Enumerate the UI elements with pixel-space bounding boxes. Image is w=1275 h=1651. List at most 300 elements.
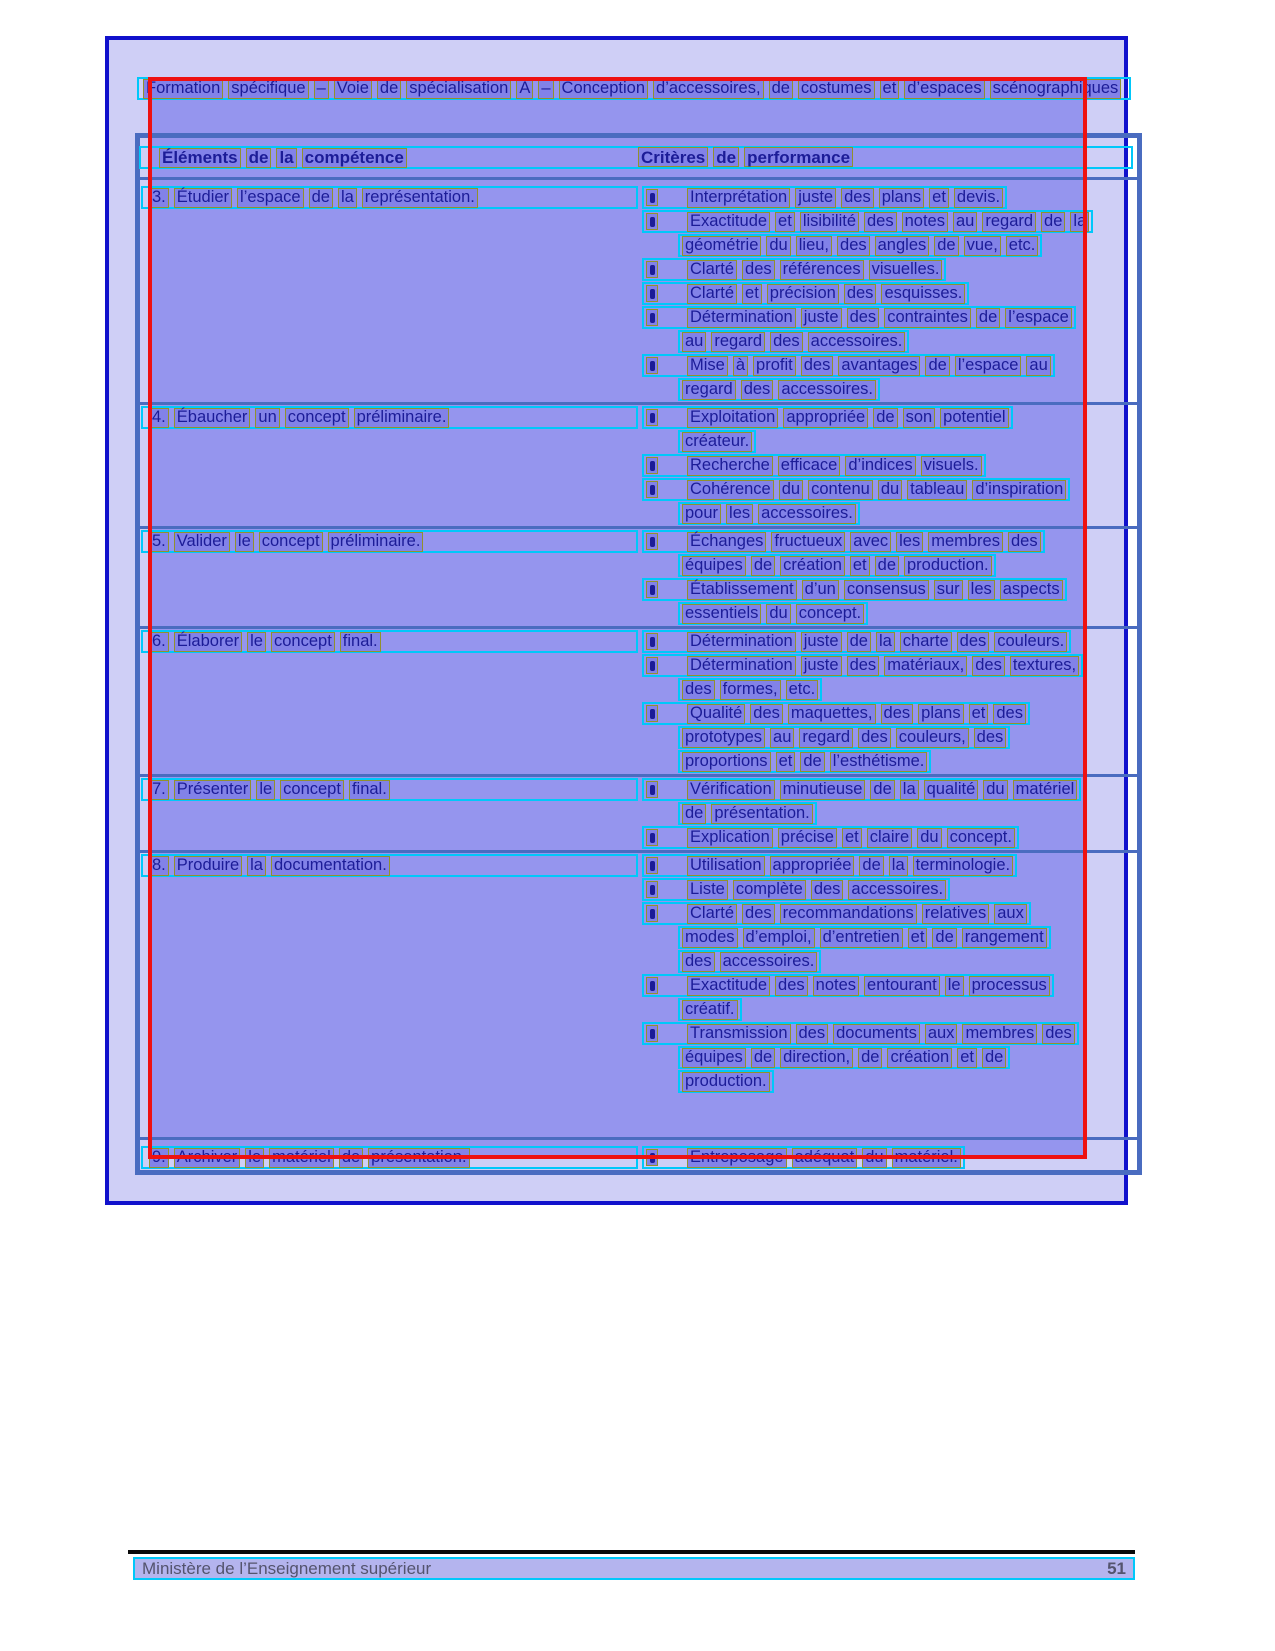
word-box: angles xyxy=(875,236,930,256)
bullet-icon xyxy=(646,705,658,722)
word-box: production. xyxy=(682,1072,770,1092)
word-box: à xyxy=(733,356,748,376)
bullet-line xyxy=(642,878,950,901)
word-box: préliminaire. xyxy=(354,408,450,428)
word-box: – xyxy=(538,79,553,99)
bullet-glyph xyxy=(650,361,655,371)
word-box: contraintes xyxy=(884,308,971,328)
word-box: accessoires. xyxy=(808,332,906,352)
word-box: contenu xyxy=(808,480,873,500)
title-line xyxy=(141,854,638,877)
word-box: lieu, xyxy=(796,236,832,256)
word-box: l’espace xyxy=(1005,308,1072,328)
word-box: présentation. xyxy=(711,804,812,824)
word-box: recommandations xyxy=(780,904,917,924)
word-box: représentation. xyxy=(362,188,478,208)
row-number: 6. xyxy=(149,632,169,652)
word-box: profit xyxy=(753,356,796,376)
word-box: regard xyxy=(982,212,1036,232)
word-box: des xyxy=(858,728,891,748)
word-box: entourant xyxy=(864,976,940,996)
word-box: Clarté xyxy=(687,260,737,280)
word-box: des xyxy=(801,356,834,376)
wrapped-line xyxy=(678,602,868,625)
title-line xyxy=(141,186,638,209)
word-box: aux xyxy=(925,1024,958,1044)
word-box: les xyxy=(726,504,753,524)
wrapped-line xyxy=(678,502,860,525)
word-box: des xyxy=(847,656,880,676)
word-box: qualité xyxy=(924,780,979,800)
word-box: des xyxy=(864,212,897,232)
word-box: la xyxy=(247,856,266,876)
word-box: Archiver xyxy=(174,1148,241,1168)
bullet-icon xyxy=(646,309,658,326)
word-box: avec xyxy=(850,532,891,552)
word-box: la xyxy=(338,188,357,208)
col2-header xyxy=(638,147,853,167)
bullet-line xyxy=(642,1022,1079,1045)
word-box: de xyxy=(847,632,871,652)
wrapped-line xyxy=(678,998,742,1021)
row-separator xyxy=(140,177,1137,180)
bullet-line xyxy=(642,974,1054,997)
bullet-icon xyxy=(646,213,658,230)
word-box: du xyxy=(766,604,790,624)
row-separator xyxy=(140,626,1137,629)
word-box: costumes xyxy=(798,79,875,99)
bullet-glyph xyxy=(650,485,655,495)
word-box: au xyxy=(1026,356,1050,376)
word-box: notes xyxy=(813,976,859,996)
word-box: de xyxy=(246,148,272,168)
header-words xyxy=(143,79,1121,99)
word-box: créatif. xyxy=(682,1000,738,1020)
word-box: production. xyxy=(904,556,992,576)
word-box: concept. xyxy=(796,604,864,624)
word-box: de xyxy=(873,408,897,428)
word-box: des xyxy=(972,656,1005,676)
bullet-line xyxy=(642,1146,965,1169)
word-box: créateur. xyxy=(682,432,752,452)
bullet-glyph xyxy=(650,861,655,871)
wrapped-line xyxy=(678,1070,774,1093)
word-box: Conception xyxy=(559,79,648,99)
word-box: et xyxy=(908,928,928,948)
bullet-icon xyxy=(646,1149,658,1166)
wrapped-line xyxy=(678,926,1051,949)
row-number: 3. xyxy=(149,188,169,208)
word-box: – xyxy=(314,79,329,99)
bullet-icon xyxy=(646,977,658,994)
word-box: des xyxy=(682,680,715,700)
row-separator xyxy=(140,402,1137,405)
word-box: références xyxy=(780,260,864,280)
bullet-glyph xyxy=(650,709,655,719)
row-separator xyxy=(140,1137,1137,1140)
word-box: d’indices xyxy=(845,456,915,476)
bullet-icon xyxy=(646,781,658,798)
bullet-line xyxy=(642,210,1093,233)
word-box: maquettes, xyxy=(788,704,876,724)
bullet-line xyxy=(642,854,1017,877)
word-box: d’inspiration xyxy=(972,480,1066,500)
word-box: au xyxy=(953,212,977,232)
word-box: de xyxy=(858,1048,882,1068)
bullet-glyph xyxy=(650,833,655,843)
bullet-line xyxy=(642,578,1067,601)
word-box: documentation. xyxy=(271,856,390,876)
word-box: de xyxy=(870,780,894,800)
word-box: de xyxy=(713,147,739,167)
wrapped-line xyxy=(678,950,821,973)
row-separator xyxy=(140,526,1137,529)
word-box: Formation xyxy=(143,79,223,99)
page-number: 51 xyxy=(1107,1558,1126,1578)
word-box: des xyxy=(881,704,914,724)
word-box: Utilisation xyxy=(687,856,765,876)
word-box: scénographiques xyxy=(990,79,1122,99)
word-box: des xyxy=(741,380,774,400)
word-box: des xyxy=(750,704,783,724)
bullet-glyph xyxy=(650,785,655,795)
word-box: matériaux, xyxy=(884,656,967,676)
bullet-glyph xyxy=(650,637,655,647)
word-box: des xyxy=(957,632,990,652)
footer-ministry-text: Ministère de l’Enseignement supérieur xyxy=(142,1558,432,1578)
word-box: de xyxy=(976,308,1000,328)
word-box: de xyxy=(932,928,956,948)
bullet-line xyxy=(642,282,969,305)
word-box: lisibilité xyxy=(800,212,859,232)
wrapped-line xyxy=(678,1046,1010,1069)
bullet-icon xyxy=(646,581,658,598)
word-box: Échanges xyxy=(687,532,766,552)
word-box: d’accessoires, xyxy=(653,79,764,99)
word-box: des xyxy=(742,260,775,280)
word-box: présentation. xyxy=(368,1148,469,1168)
word-box: les xyxy=(896,532,923,552)
word-box: Transmission xyxy=(687,1024,791,1044)
bullet-line xyxy=(642,826,1019,849)
wrapped-line xyxy=(678,554,996,577)
word-box: fructueux xyxy=(771,532,845,552)
word-box: Valider xyxy=(174,532,230,552)
word-box: Présenter xyxy=(174,780,252,800)
word-box: un xyxy=(255,408,279,428)
word-box: et xyxy=(742,284,762,304)
word-box: l’espace xyxy=(955,356,1022,376)
bullet-glyph xyxy=(650,193,655,203)
word-box: de xyxy=(934,236,958,256)
bullet-glyph xyxy=(650,981,655,991)
bullet-icon xyxy=(646,481,658,498)
word-box: le xyxy=(945,976,964,996)
word-box: au xyxy=(770,728,794,748)
word-box: etc. xyxy=(1006,236,1039,256)
bullet-icon xyxy=(646,533,658,550)
word-box: appropriée xyxy=(783,408,868,428)
word-box: spécialisation xyxy=(406,79,511,99)
word-box: notes xyxy=(902,212,948,232)
bullet-glyph xyxy=(650,289,655,299)
word-box: de xyxy=(1041,212,1065,232)
word-box: création xyxy=(887,1048,952,1068)
word-box: précision xyxy=(767,284,839,304)
word-box: concept. xyxy=(947,828,1015,848)
footer-bar xyxy=(133,1557,1135,1580)
word-box: Explication xyxy=(687,828,773,848)
wrapped-line xyxy=(678,378,880,401)
word-box: consensus xyxy=(844,580,929,600)
word-box: formes, xyxy=(720,680,781,700)
word-box: matériel. xyxy=(892,1148,961,1168)
word-box: le xyxy=(256,780,275,800)
word-box: au xyxy=(682,332,706,352)
table-header-line xyxy=(139,146,1133,169)
word-box: Établissement xyxy=(687,580,797,600)
bullet-icon xyxy=(646,633,658,650)
word-box: géométrie xyxy=(682,236,761,256)
word-box: et xyxy=(776,752,796,772)
word-box: accessoires. xyxy=(778,380,876,400)
word-box: de xyxy=(925,356,949,376)
word-box: la xyxy=(876,632,895,652)
word-box: Clarté xyxy=(687,284,737,304)
word-box: juste xyxy=(801,656,842,676)
word-box: documents xyxy=(833,1024,920,1044)
word-box: Voie xyxy=(334,79,372,99)
bullet-glyph xyxy=(650,909,655,919)
word-box: charte xyxy=(900,632,952,652)
word-box: du xyxy=(878,480,902,500)
bullet-line xyxy=(642,306,1076,329)
word-box: d’espaces xyxy=(904,79,984,99)
word-box: pour xyxy=(682,504,721,524)
title-line xyxy=(141,1146,638,1169)
word-box: visuels. xyxy=(921,456,982,476)
word-box: des xyxy=(742,904,775,924)
word-box: Exploitation xyxy=(687,408,778,428)
word-box: l’esthétisme. xyxy=(830,752,928,772)
word-box: le xyxy=(245,1148,264,1168)
word-box: Recherche xyxy=(687,456,773,476)
word-box: Interprétation xyxy=(687,188,790,208)
word-box: de xyxy=(377,79,401,99)
word-box: et xyxy=(850,556,870,576)
word-box: du xyxy=(779,480,803,500)
word-box: l’espace xyxy=(237,188,304,208)
bullet-glyph xyxy=(650,461,655,471)
word-box: terminologie. xyxy=(913,856,1013,876)
word-box: des xyxy=(796,1024,829,1044)
word-box: final. xyxy=(340,632,381,652)
word-box: spécifique xyxy=(228,79,308,99)
word-box: sur xyxy=(934,580,963,600)
word-box: concept xyxy=(259,532,323,552)
word-box: textures, xyxy=(1010,656,1079,676)
word-box: Critères xyxy=(638,147,708,167)
word-box: membres xyxy=(962,1024,1037,1044)
word-box: relatives xyxy=(922,904,989,924)
word-box: de xyxy=(800,752,824,772)
word-box: de xyxy=(309,188,333,208)
word-box: et xyxy=(775,212,795,232)
word-box: du xyxy=(917,828,941,848)
word-box: des xyxy=(770,332,803,352)
word-box: la xyxy=(889,856,908,876)
word-box: Détermination xyxy=(687,308,796,328)
bullet-line xyxy=(642,654,1083,677)
word-box: etc. xyxy=(786,680,819,700)
bullet-icon xyxy=(646,1025,658,1042)
word-box: Clarté xyxy=(687,904,737,924)
wrapped-line xyxy=(678,330,909,353)
word-box: Entreposage xyxy=(687,1148,787,1168)
word-box: Éléments xyxy=(159,148,241,168)
word-box: Exactitude xyxy=(687,976,770,996)
bullet-line xyxy=(642,478,1070,501)
word-box: de xyxy=(875,556,899,576)
word-box: accessoires. xyxy=(848,880,946,900)
bullet-glyph xyxy=(650,413,655,423)
word-box: couleurs. xyxy=(994,632,1067,652)
word-box: final. xyxy=(349,780,390,800)
wrapped-line xyxy=(678,726,1010,749)
word-box: aspects xyxy=(1000,580,1063,600)
word-box: la xyxy=(1070,212,1089,232)
bullet-line xyxy=(642,258,946,281)
word-box: son xyxy=(903,408,936,428)
word-box: devis. xyxy=(954,188,1003,208)
title-line xyxy=(141,630,638,653)
word-box: proportions xyxy=(682,752,771,772)
title-line xyxy=(141,778,638,801)
word-box: et xyxy=(929,188,949,208)
word-box: Élaborer xyxy=(174,632,242,652)
word-box: potentiel xyxy=(940,408,1008,428)
word-box: le xyxy=(247,632,266,652)
col1-header xyxy=(159,148,407,168)
word-box: de xyxy=(751,1048,775,1068)
bullet-glyph xyxy=(650,537,655,547)
word-box: aux xyxy=(994,904,1027,924)
word-box: appropriée xyxy=(770,856,855,876)
word-box: Ébaucher xyxy=(174,408,251,428)
word-box: des xyxy=(1008,532,1041,552)
word-box: des xyxy=(775,976,808,996)
row-separator xyxy=(140,774,1137,777)
word-box: concept xyxy=(271,632,335,652)
bullet-line xyxy=(642,778,1081,801)
footer-rule xyxy=(128,1550,1135,1554)
bullet-line xyxy=(642,454,986,477)
word-box: Produire xyxy=(174,856,242,876)
word-box: de xyxy=(769,79,793,99)
word-box: de xyxy=(859,856,883,876)
word-box: matériel xyxy=(269,1148,334,1168)
word-box: regard xyxy=(799,728,853,748)
word-box: de xyxy=(751,556,775,576)
word-box: complète xyxy=(733,880,806,900)
word-box: des xyxy=(837,236,870,256)
word-box: du xyxy=(766,236,790,256)
word-box: des xyxy=(993,704,1026,724)
word-box: regard xyxy=(682,380,736,400)
word-box: compétence xyxy=(302,148,407,168)
word-box: tableau xyxy=(907,480,967,500)
word-box: des xyxy=(847,308,880,328)
word-box: regard xyxy=(711,332,765,352)
word-box: Cohérence xyxy=(687,480,774,500)
word-box: minutieuse xyxy=(780,780,866,800)
bullet-line xyxy=(642,702,1030,725)
wrapped-line xyxy=(678,234,1042,257)
bullet-glyph xyxy=(650,1153,655,1163)
bullet-line xyxy=(642,630,1071,653)
word-box: du xyxy=(983,780,1007,800)
word-box: adéquat xyxy=(792,1148,858,1168)
word-box: esquisses. xyxy=(881,284,965,304)
word-box: performance xyxy=(744,147,853,167)
word-box: d’emploi, xyxy=(743,928,815,948)
row-number: 4. xyxy=(149,408,169,428)
word-box: juste xyxy=(801,632,842,652)
bullet-icon xyxy=(646,189,658,206)
row-separator xyxy=(140,850,1137,853)
bullet-icon xyxy=(646,857,658,874)
page-header-line xyxy=(137,77,1131,100)
word-box: concept xyxy=(280,780,344,800)
bullet-line xyxy=(642,902,1031,925)
word-box: des xyxy=(682,952,715,972)
word-box: juste xyxy=(801,308,842,328)
word-box: Mise xyxy=(687,356,728,376)
word-box: visuelles. xyxy=(869,260,943,280)
word-box: Qualité xyxy=(687,704,745,724)
word-box: processus xyxy=(969,976,1050,996)
wrapped-line xyxy=(678,678,822,701)
bullet-icon xyxy=(646,285,658,302)
word-box: d’un xyxy=(802,580,839,600)
word-box: et xyxy=(880,79,900,99)
wrapped-line xyxy=(678,802,817,825)
row-number: 8. xyxy=(149,856,169,876)
wrapped-line xyxy=(678,430,756,453)
row-number: 7. xyxy=(149,780,169,800)
word-box: du xyxy=(862,1148,886,1168)
word-box: claire xyxy=(867,828,912,848)
word-box: juste xyxy=(795,188,836,208)
word-box: équipes xyxy=(682,556,746,576)
word-box: des xyxy=(811,880,844,900)
bullet-glyph xyxy=(650,1029,655,1039)
word-box: des xyxy=(1042,1024,1075,1044)
word-box: Détermination xyxy=(687,632,796,652)
word-box: de xyxy=(682,804,706,824)
word-box: et xyxy=(842,828,862,848)
word-box: prototypes xyxy=(682,728,765,748)
title-line xyxy=(141,530,638,553)
word-box: la xyxy=(900,780,919,800)
bullet-glyph xyxy=(650,265,655,275)
word-box: Détermination xyxy=(687,656,796,676)
bullet-glyph xyxy=(650,585,655,595)
word-box: Exactitude xyxy=(687,212,770,232)
row-number: 9. xyxy=(149,1148,169,1168)
word-box: Étudier xyxy=(174,188,232,208)
bullet-icon xyxy=(646,829,658,846)
